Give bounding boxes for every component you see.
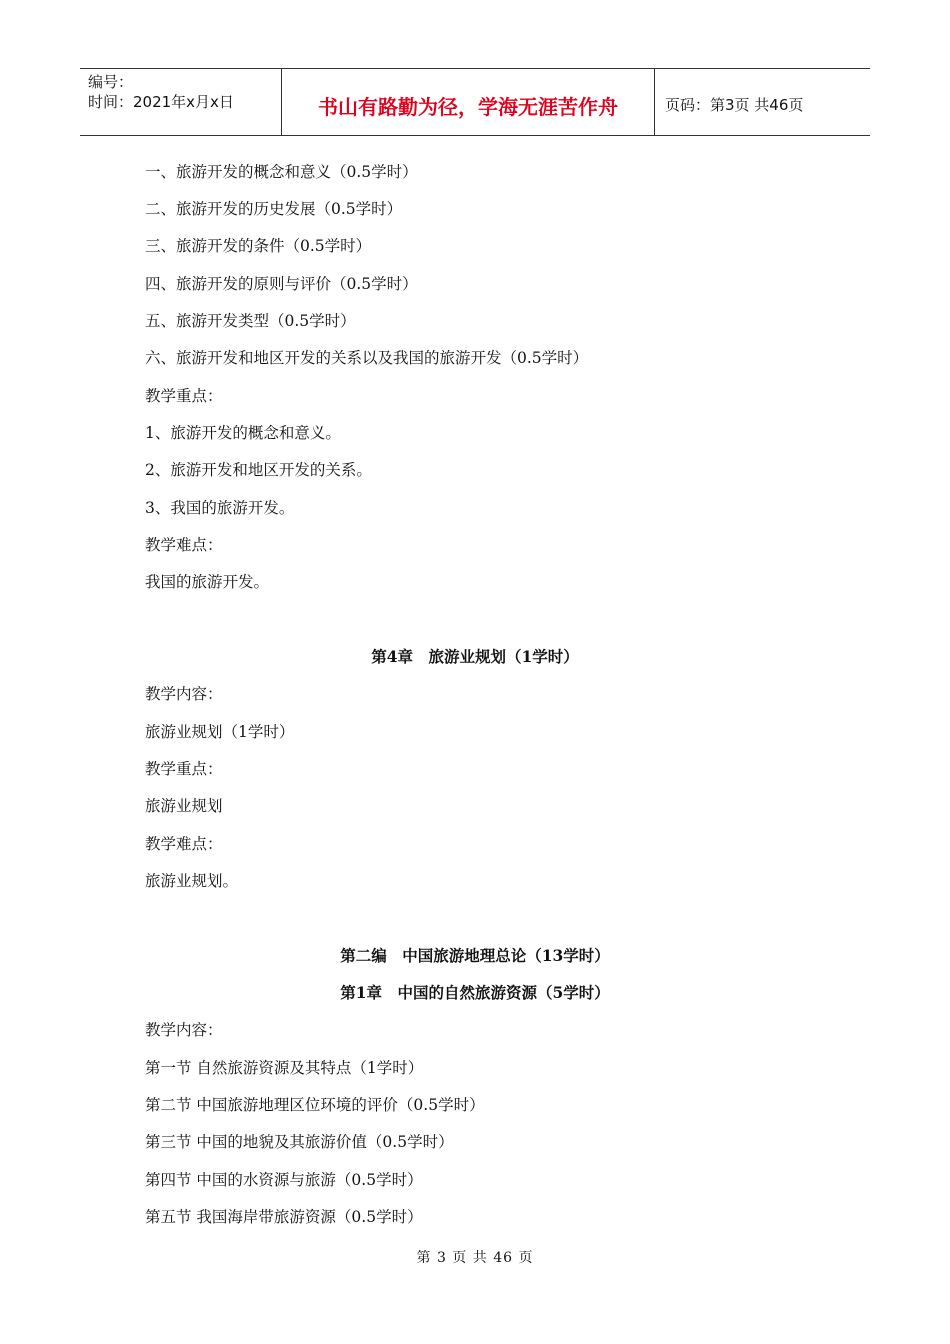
content-line: 第四节 中国的水资源与旅游（0.5学时） bbox=[145, 1171, 423, 1189]
content-line: 第五节 我国海岸带旅游资源（0.5学时） bbox=[145, 1208, 423, 1226]
document-date-label: 时间：2021年x月x日 bbox=[88, 93, 234, 111]
content-line: 第三节 中国的地貌及其旅游价值（0.5学时） bbox=[145, 1133, 454, 1151]
content-line: 教学内容： bbox=[145, 1021, 223, 1039]
chapter-heading: 第4章 旅游业规划（1学时） bbox=[371, 647, 579, 666]
page-header bbox=[80, 68, 870, 136]
content-line: 五、旅游开发类型（0.5学时） bbox=[145, 312, 356, 330]
content-line: 二、旅游开发的历史发展（0.5学时） bbox=[145, 200, 403, 218]
content-line: 1、旅游开发的概念和意义。 bbox=[145, 424, 341, 442]
header-motto: 书山有路勤为径，学海无涯苦作舟 bbox=[282, 69, 655, 135]
page-footer: 第 3 页 共 46 页 bbox=[416, 1250, 534, 1266]
document-number-label: 编号： bbox=[88, 73, 134, 91]
content-line: 四、旅游开发的原则与评价（0.5学时） bbox=[145, 275, 418, 293]
content-line: 教学难点： bbox=[145, 835, 223, 853]
content-line: 我国的旅游开发。 bbox=[145, 573, 270, 591]
content-line: 旅游业规划。 bbox=[145, 872, 239, 890]
header-left-cell bbox=[80, 69, 282, 135]
content-line: 教学重点： bbox=[145, 387, 223, 405]
chapter-heading: 第1章 中国的自然旅游资源（5学时） bbox=[340, 983, 610, 1002]
content-line: 一、旅游开发的概念和意义（0.5学时） bbox=[145, 163, 418, 181]
content-line: 教学内容： bbox=[145, 685, 223, 703]
content-line: 第一节 自然旅游资源及其特点（1学时） bbox=[145, 1059, 424, 1077]
content-line: 六、旅游开发和地区开发的关系以及我国的旅游开发（0.5学时） bbox=[145, 349, 589, 367]
content-line: 教学难点： bbox=[145, 536, 223, 554]
content-line: 教学重点： bbox=[145, 760, 223, 778]
content-line: 旅游业规划 bbox=[145, 797, 223, 815]
content-line: 3、我国的旅游开发。 bbox=[145, 499, 295, 517]
content-line: 2、旅游开发和地区开发的关系。 bbox=[145, 461, 372, 479]
content-line: 旅游业规划（1学时） bbox=[145, 723, 295, 741]
content-line: 三、旅游开发的条件（0.5学时） bbox=[145, 237, 372, 255]
content-line: 第二节 中国旅游地理区位环境的评价（0.5学时） bbox=[145, 1096, 485, 1114]
part-heading: 第二编 中国旅游地理总论（13学时） bbox=[340, 946, 610, 965]
header-page-label: 页码：第3页 共46页 bbox=[665, 95, 804, 114]
